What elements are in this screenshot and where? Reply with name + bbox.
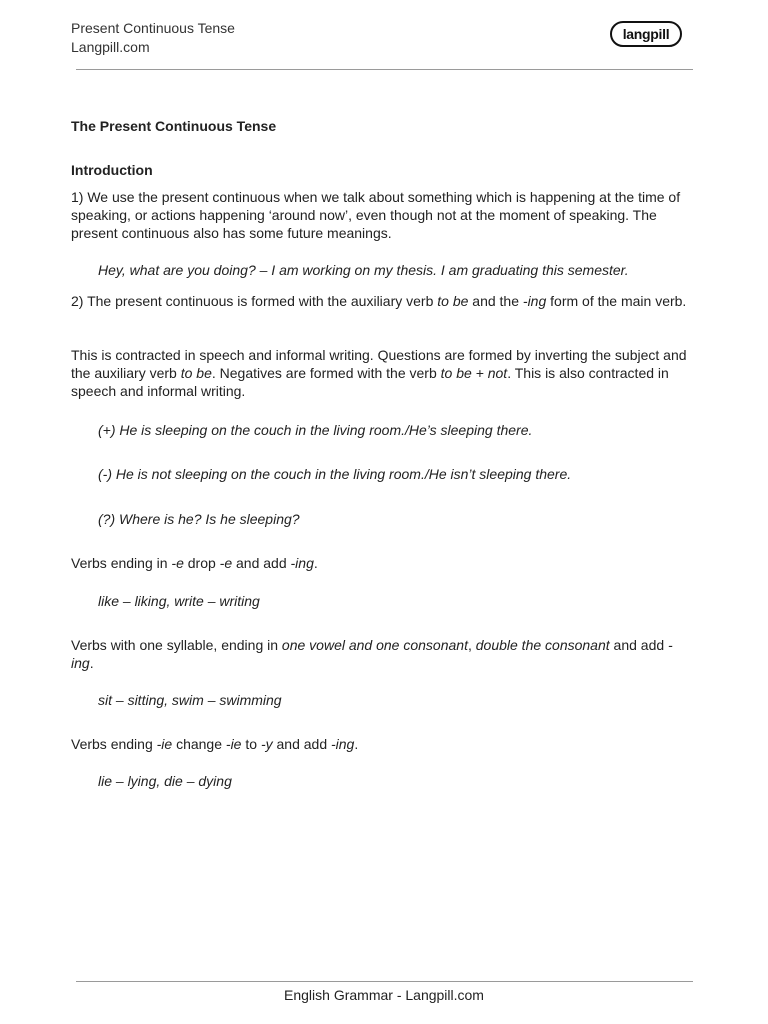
page-header — [71, 19, 235, 57]
page-footer: English Grammar - Langpill.com — [284, 987, 484, 1003]
rule-1: Verbs ending in -e drop -e and add -ing. — [71, 555, 318, 571]
section-heading: Introduction — [71, 162, 153, 178]
paragraph-3: This is contracted in speech and informal writing. Questions are formed by inverting the subject and the auxiliary verb to be. Negatives are formed with the verb to be + not. This is also contracted in speech and informal writing. — [71, 347, 687, 399]
footer-divider — [76, 981, 693, 982]
example-negative: (-) He is not sleeping on the couch in the living room./He isn’t sleeping there. — [98, 466, 572, 482]
page-title: The Present Continuous Tense — [71, 118, 277, 134]
header-divider — [76, 69, 693, 70]
rule-3-example: lie – lying, die – dying — [98, 773, 232, 789]
rule-3: Verbs ending -ie change -ie to -y and add -ing. — [71, 736, 359, 752]
example-positive: (+) He is sleeping on the couch in the living room./He’s sleeping there. — [98, 422, 533, 438]
document-title: Present Continuous Tense — [71, 20, 235, 36]
paragraph-2: 2) The present continuous is formed with the auxiliary verb to be and the -ing form of the main verb. — [71, 293, 687, 309]
example-1: Hey, what are you doing? – I am working on my thesis. I am graduating this semester. — [98, 262, 629, 278]
example-question: (?) Where is he? Is he sleeping? — [98, 511, 300, 527]
rule-2-example: sit – sitting, swim – swimming — [98, 692, 282, 708]
rule-2: Verbs with one syllable, ending in one vowel and one consonant, double the consonant and add -ing. — [71, 637, 673, 671]
site-name: Langpill.com — [71, 39, 150, 55]
langpill-logo: langpill — [610, 21, 682, 47]
rule-1-example: like – liking, write – writing — [98, 593, 260, 609]
paragraph-1: 1) We use the present continuous when we talk about something which is happening at the time of speaking, or actions happening ‘around now’, even though not at the moment of speaking. The present continuous also has some future meanings. — [71, 189, 681, 241]
